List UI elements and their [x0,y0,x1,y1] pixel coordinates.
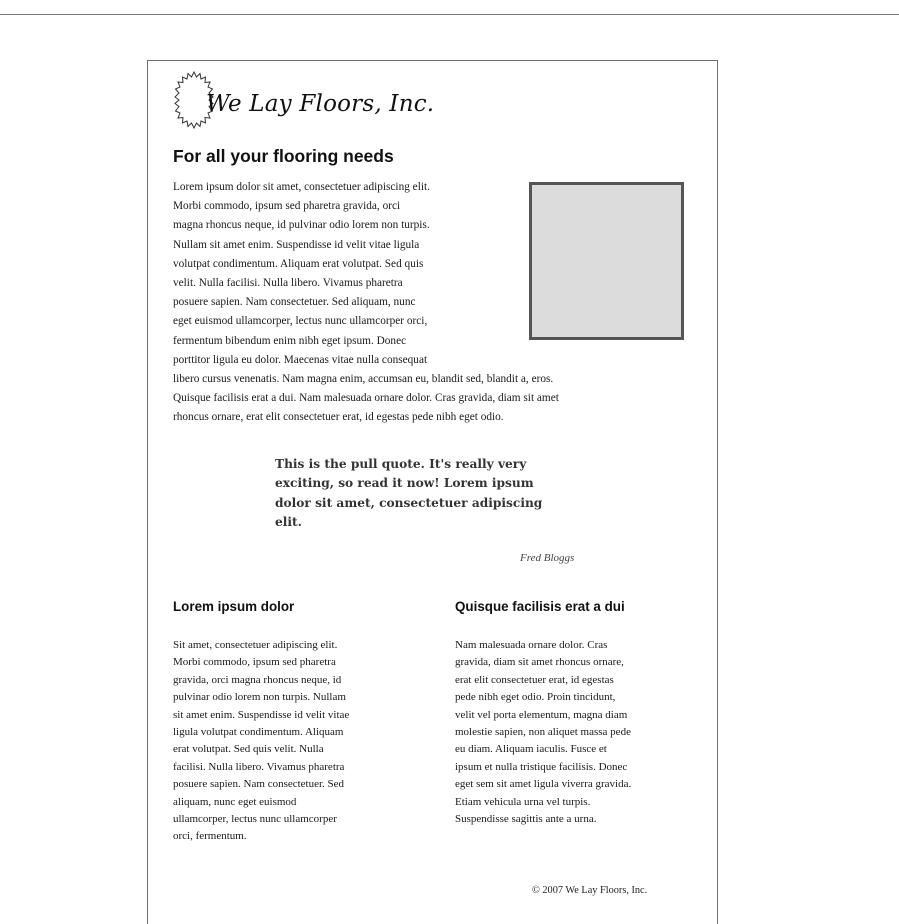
pull-quote [275,455,595,532]
column-line: gravida, orci magna rhoncus neque, id [173,673,342,686]
right-column-text [455,637,631,828]
column-line: orci, fermentum. [173,830,247,843]
top-divider [0,14,899,15]
column-line: eu diam. Aliquam iaculis. Fusce et [455,743,607,756]
pull-quote-line: This is the pull quote. It's really very [275,457,527,471]
intro-line: porttitor ligula eu dolor. Maecenas vitae nulla consequat [173,353,428,366]
column-line: aliquam, nunc eget euismod [173,795,297,808]
right-column-heading: Quisque facilisis erat a dui [455,599,625,614]
pull-quote-line: elit. [275,514,302,529]
column-line: Sit amet, consectetuer adipiscing elit. [173,639,338,651]
column-line: eget sem sit amet ligula viverra gravida. [455,778,632,791]
intro-line: rhoncus ornare, erat elit consectetuer erat, id egestas pede nibh eget odio. [173,411,504,424]
intro-line: Lorem ipsum dolor sit amet, consectetuer adipiscing elit. [173,181,430,193]
intro-line: posuere sapien. Nam consectetuer. Sed aliquam, nunc [173,296,416,309]
intro-line: fermentum bibendum enim nibh eget ipsum. Donec [173,334,407,347]
pull-quote-author: Fred Bloggs [520,552,575,564]
company-logo [174,69,434,131]
headline: For all your flooring needs [173,146,394,166]
column-line: erat elit consectetuer erat, id egestas [455,673,614,686]
intro-paragraph [173,178,688,428]
intro-line: Quisque facilisis erat a dui. Nam malesuada ornare dolor. Cras gravida, diam sit amet [173,392,559,405]
intro-line: Morbi commodo, ipsum sed pharetra gravida, orci [173,200,401,213]
column-line: facilisi. Nulla libero. Vivamus pharetra [173,760,345,773]
column-line: ligula volutpat condimentum. Aliquam [173,726,344,739]
pull-quote-line: exciting, so read it now! Lorem ipsum [275,476,534,491]
flyer-page [147,60,718,924]
column-line: Suspendisse sagittis ante a urna. [455,813,597,826]
copyright-footer: © 2007 We Lay Floors, Inc. [532,885,648,896]
column-line: erat volutpat. Sed quis velit. Nulla [173,743,324,756]
left-column-heading: Lorem ipsum dolor [173,599,295,614]
column-line: ipsum et nulla tristique facilisis. Donec [455,760,628,773]
intro-line: magna rhoncus neque, id pulvinar odio lorem non turpis. [173,219,430,232]
logo-text: We Lay Floors, Inc. [206,91,435,117]
intro-line: Nullam sit amet enim. Suspendisse id velit vitae ligula [173,238,420,251]
column-line: velit vel porta elementum, magna diam [455,708,628,721]
column-line: pulvinar odio lorem non turpis. Nullam [173,691,346,704]
column-line: posuere sapien. Nam consectetuer. Sed [173,778,345,791]
intro-line: velit. Nulla facilisi. Nulla libero. Vivamus pharetra [173,277,403,290]
column-line: gravida, diam sit amet rhoncus ornare, [455,656,624,669]
column-line: pede nibh eget odio. Proin tincidunt, [455,691,616,704]
column-line: Etiam vehicula urna vel turpis. [455,795,591,808]
column-line: Nam malesuada ornare dolor. Cras [455,639,608,651]
column-line: ullamcorper, lectus nunc ullamcorper [173,813,337,826]
intro-line: eget euismod ullamcorper, lectus nunc ullamcorper orci, [173,315,428,328]
intro-line: volutpat condimentum. Aliquam erat volutpat. Sed quis [173,257,424,270]
pull-quote-line: dolor sit amet, consectetuer adipiscing [275,495,543,510]
intro-line: libero cursus venenatis. Nam magna enim, accumsan eu, blandit sed, blandit a, eros. [173,373,554,386]
column-line: molestie sapien, non aliquet massa pede [455,726,631,739]
left-column-text [173,637,349,846]
column-line: Morbi commodo, ipsum sed pharetra [173,656,336,669]
column-line: sit amet enim. Suspendisse id velit vitae [173,708,350,721]
